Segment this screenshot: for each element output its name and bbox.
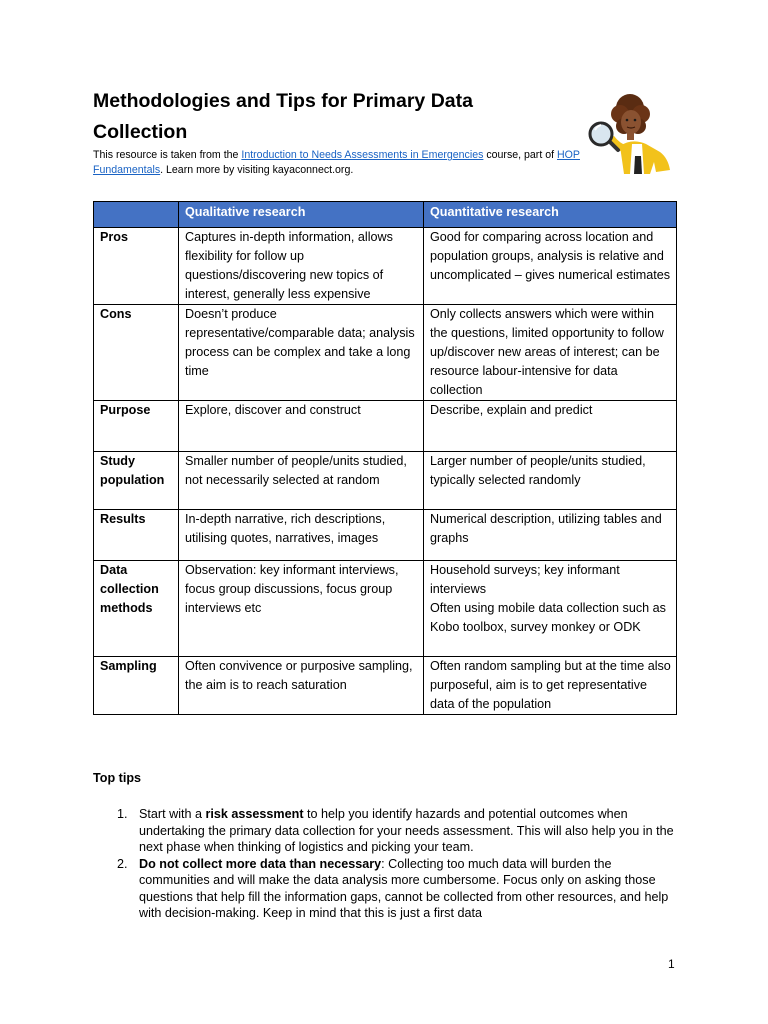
tip-text-bold: Do not collect more data than necessary [139,856,382,871]
table-row [94,452,677,510]
table-row [94,561,677,657]
course-link[interactable]: Introduction to Needs Assessments in Emergencies [241,149,484,161]
table-row [94,510,677,561]
tip-text-post: to help you identify hazards and potential outcomes when undertaking the primary data collection for your needs assessment. This will also help you in the next phase when thinking of logistics and picking your team. [139,807,674,854]
page-title: Methodologies and Tips for Primary Data Collection [93,90,473,143]
tip-text-post: : Collecting too much data will burden the communities and will make the data analysis more cumbersome. Focus only on asking those questions that help fill the information gaps, cannot be collected from other resources, and help with decision-making. Keep in mind that this is just a first data [139,856,669,920]
tip-text-pre: Start with a [139,807,206,821]
cell-qualitative: In-depth narrative, rich descriptions, utilising quotes, narratives, images [179,510,424,561]
hop-fundamentals-link[interactable]: HOP Fundamentals [93,149,580,176]
row-label-data-collection-methods: Data collection methods [94,561,179,657]
header-blank [94,202,179,228]
row-label-purpose: Purpose [94,401,179,452]
list-item-number: 2. [117,856,128,871]
cell-quantitative: Describe, explain and predict [424,401,677,452]
table-header-row [94,202,677,228]
intro-text-pre: This resource is taken from the [93,149,242,161]
cell-quantitative: Only collects answers which were within the questions, limited opportunity to follow up/discover new areas of interest; can be resource labour-intensive for data collection [424,305,677,401]
header-qualitative: Qualitative research [179,202,424,228]
list-item [117,806,679,856]
header-quantitative: Quantitative research [424,202,677,228]
row-label-study-population: Study population [94,452,179,510]
intro-text-mid: course, part of [483,149,557,161]
cell-quantitative: Good for comparing across location and population groups, analysis is relative and uncomplicated – gives numerical estimates [424,228,677,305]
cell-qualitative: Smaller number of people/units studied, not necessarily selected at random [179,452,424,510]
tip-text-bold: risk assessment [205,807,304,821]
tips-list [117,806,679,922]
list-item [117,856,679,922]
row-label-sampling: Sampling [94,657,179,715]
table-row [94,305,677,401]
intro-text [93,148,593,178]
research-comparison-table [93,201,677,715]
cell-qualitative: Observation: key informant interviews, focus group discussions, focus group interviews etc [179,561,424,657]
page-number: 1 [668,957,675,971]
cell-quantitative-line-2: Often using mobile data collection such as Kobo toolbox, survey monkey or ODK [430,601,666,634]
row-label-results: Results [94,510,179,561]
cell-qualitative: Explore, discover and construct [179,401,424,452]
cell-qualitative: Doesn’t produce representative/comparable data; analysis process can be complex and take a long time [179,305,424,401]
researcher-magnifier-illustration [584,90,674,174]
table-row [94,228,677,305]
cell-quantitative-line-1: Household surveys; key informant interviews [430,563,620,596]
table-row [94,657,677,715]
table-row [94,401,677,452]
row-label-cons: Cons [94,305,179,401]
cell-quantitative [424,561,677,657]
row-label-pros: Pros [94,228,179,305]
intro-text-post: . Learn more by visiting kayaconnect.org. [160,164,354,176]
cell-quantitative: Numerical description, utilizing tables and graphs [424,510,677,561]
cell-quantitative: Larger number of people/units studied, typically selected randomly [424,452,677,510]
cell-quantitative: Often random sampling but at the time also purposeful, aim is to get representative data of the population [424,657,677,715]
cell-qualitative: Captures in-depth information, allows flexibility for follow up questions/discovering new topics of interest, generally less expensive [179,228,424,305]
tips-heading: Top tips [93,771,142,785]
cell-qualitative: Often convivence or purposive sampling, the aim is to reach saturation [179,657,424,715]
list-item-number: 1. [117,807,128,821]
